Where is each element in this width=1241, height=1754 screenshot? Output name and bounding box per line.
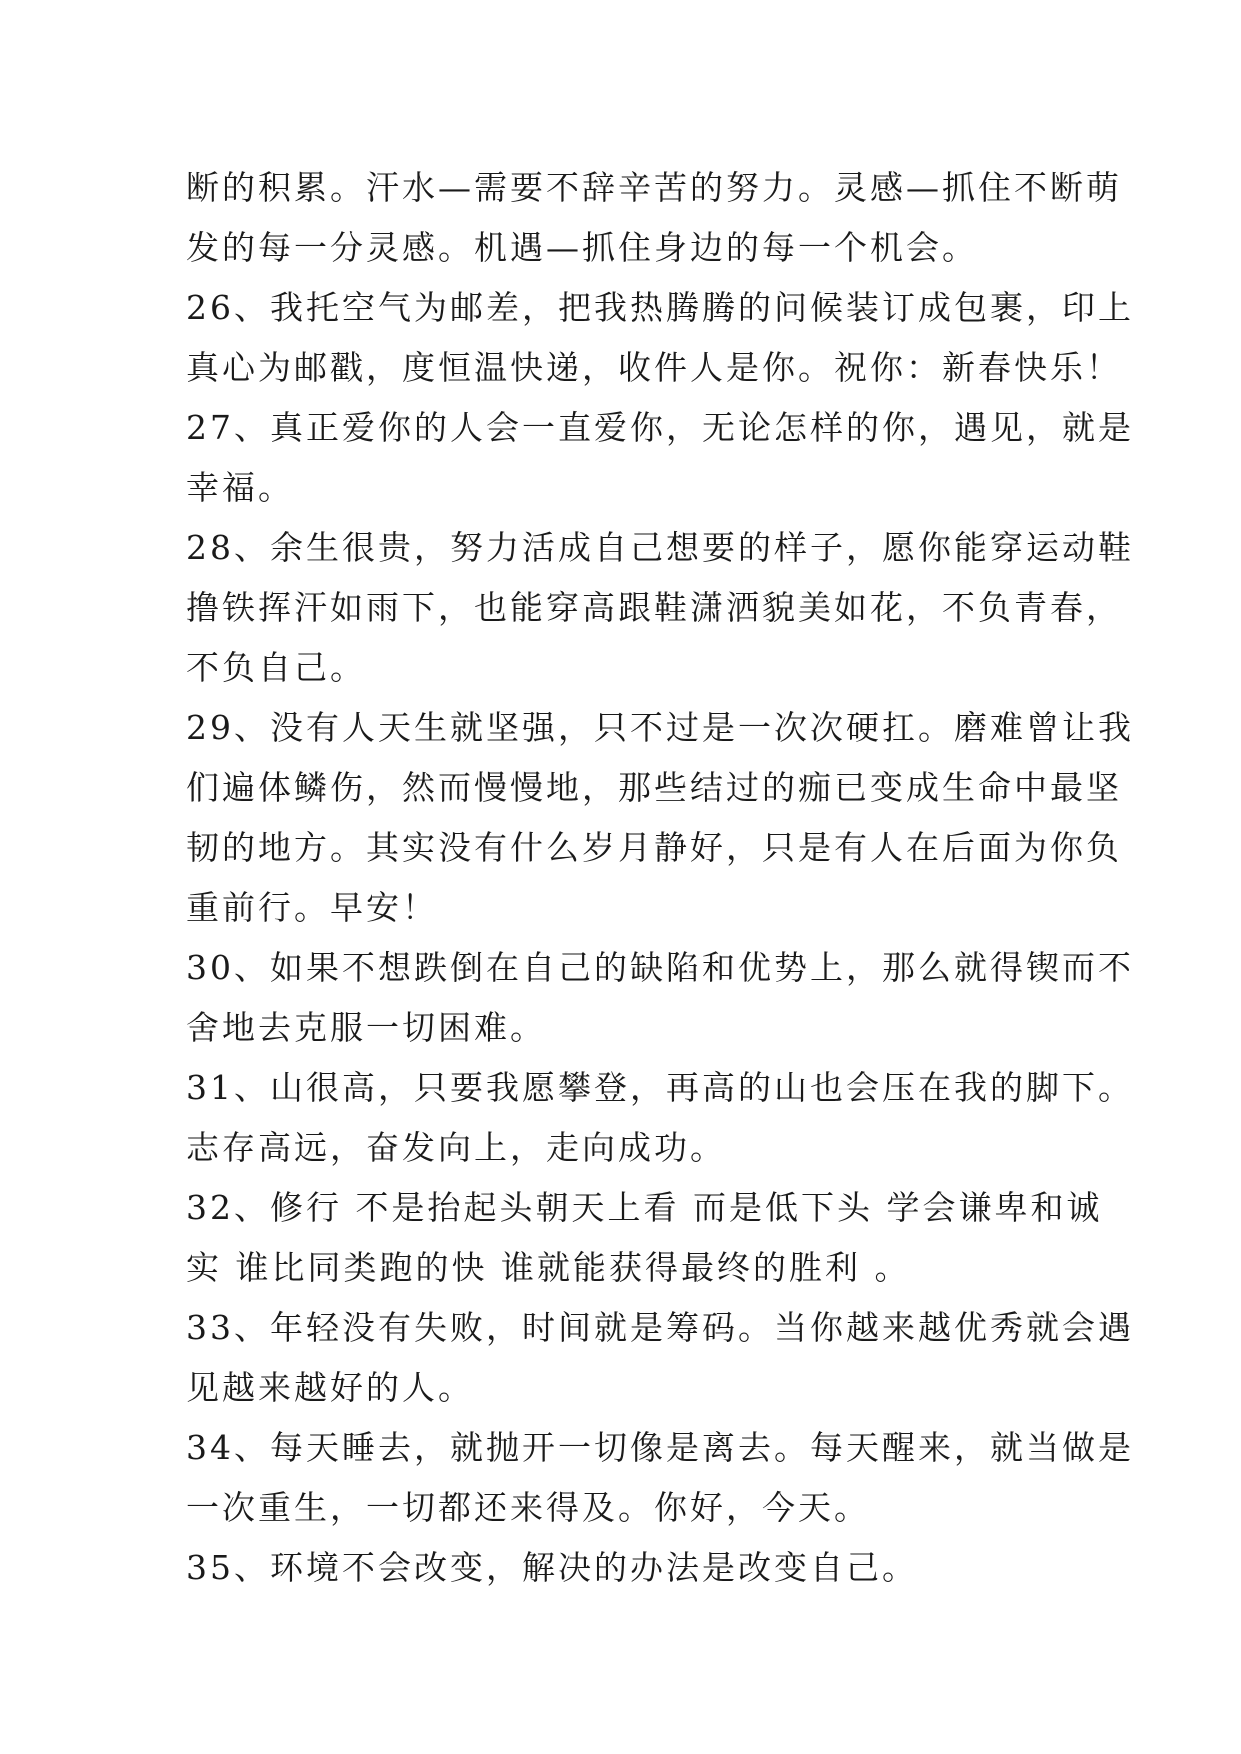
text-line: 发的每一分灵感。机遇—抓住身边的每一个机会。 bbox=[186, 228, 978, 267]
text-line: 真心为邮戳，度恒温快递，收件人是你。祝你：新春快乐！ bbox=[186, 348, 1122, 387]
text-line: 们遍体鳞伤，然而慢慢地，那些结过的痂已变成生命中最坚 bbox=[186, 768, 1122, 807]
text-line: 34、每天睡去，就抛开一切像是离去。每天醒来，就当做是 bbox=[186, 1428, 1134, 1467]
text-line: 舍地去克服一切困难。 bbox=[186, 1008, 546, 1047]
text-line: 31、山很高，只要我愿攀登，再高的山也会压在我的脚下。 bbox=[186, 1068, 1134, 1107]
document-body bbox=[186, 158, 1134, 1598]
text-line: 重前行。早安！ bbox=[186, 888, 438, 927]
text-line: 27、真正爱你的人会一直爱你，无论怎样的你，遇见，就是 bbox=[186, 408, 1134, 447]
text-line: 不负自己。 bbox=[186, 648, 366, 687]
text-line: 29、没有人天生就坚强，只不过是一次次硬扛。磨难曾让我 bbox=[186, 708, 1134, 747]
text-line: 26、我托空气为邮差，把我热腾腾的问候装订成包裹，印上 bbox=[186, 288, 1134, 327]
text-line: 撸铁挥汗如雨下，也能穿高跟鞋潇洒貌美如花，不负青春， bbox=[186, 588, 1122, 627]
text-line: 见越来越好的人。 bbox=[186, 1368, 474, 1407]
text-line: 幸福。 bbox=[186, 468, 294, 507]
text-line: 28、余生很贵，努力活成自己想要的样子，愿你能穿运动鞋 bbox=[186, 528, 1134, 567]
text-line: 一次重生，一切都还来得及。你好，今天。 bbox=[186, 1488, 870, 1527]
text-line: 断的积累。汗水—需要不辞辛苦的努力。灵感—抓住不断萌 bbox=[186, 168, 1122, 207]
text-line: 33、年轻没有失败，时间就是筹码。当你越来越优秀就会遇 bbox=[186, 1308, 1134, 1347]
text-line: 30、如果不想跌倒在自己的缺陷和优势上，那么就得锲而不 bbox=[186, 948, 1134, 987]
text-line: 韧的地方。其实没有什么岁月静好，只是有人在后面为你负 bbox=[186, 828, 1122, 867]
text-line: 实 谁比同类跑的快 谁就能获得最终的胜利 。 bbox=[186, 1248, 911, 1287]
text-line: 志存高远，奋发向上，走向成功。 bbox=[186, 1128, 726, 1167]
text-line: 32、修行 不是抬起头朝天上看 而是低下头 学会谦卑和诚 bbox=[186, 1188, 1103, 1227]
text-line: 35、环境不会改变，解决的办法是改变自己。 bbox=[186, 1548, 918, 1587]
